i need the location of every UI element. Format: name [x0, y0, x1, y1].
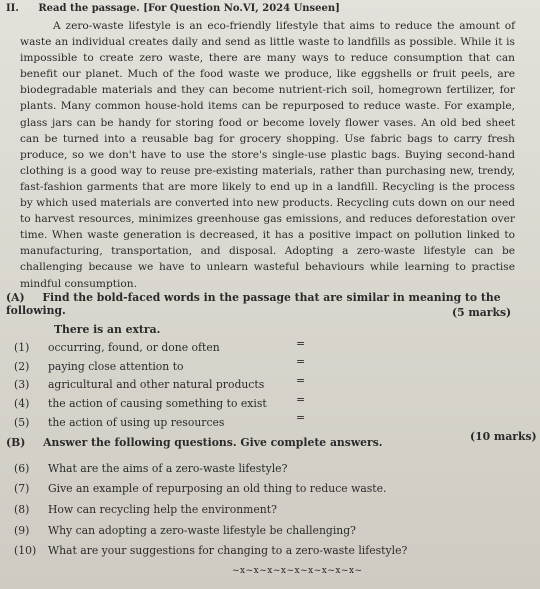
- item-number: (2): [14, 360, 30, 373]
- part-b-item: [14, 482, 386, 495]
- item-text: What are your suggestions for changing to a zero-waste lifestyle?: [48, 544, 408, 557]
- item-number: (10): [14, 544, 37, 557]
- section-header: [6, 3, 340, 14]
- part-b-item: [14, 503, 277, 516]
- part-a-label: (A): [6, 291, 25, 304]
- part-a-item: [14, 397, 267, 410]
- item-text: occurring, found, or done often: [48, 341, 220, 354]
- part-a-marks: (5 marks): [452, 306, 512, 319]
- item-number: (4): [14, 397, 30, 410]
- part-b-marks: (10 marks): [470, 430, 537, 443]
- part-a-item: [14, 360, 184, 373]
- answer-equals: =: [296, 393, 306, 406]
- end-of-section-mark: ~x~x~x~x~x~x~x~x~x~: [232, 566, 363, 576]
- part-a-note: There is an extra.: [54, 323, 161, 336]
- part-a-instruction: Find the bold-faced words in the passage that are similar in meaning to the following.: [6, 291, 501, 317]
- item-number: (3): [14, 378, 30, 391]
- item-text: the action of causing something to exist: [48, 397, 267, 410]
- item-text: What are the aims of a zero-waste lifestyle?: [48, 462, 288, 475]
- part-b-instruction: Answer the following questions. Give complete answers.: [43, 436, 383, 449]
- item-number: (1): [14, 341, 30, 354]
- part-b-item: [14, 462, 287, 475]
- item-number: (8): [14, 503, 30, 516]
- answer-equals: =: [296, 337, 306, 350]
- part-b-heading: [6, 436, 383, 449]
- part-b-item: [14, 524, 356, 537]
- item-number: (5): [14, 416, 30, 429]
- reading-passage: [20, 18, 515, 292]
- answer-equals: =: [296, 355, 306, 368]
- section-number: II.: [6, 3, 19, 14]
- item-text: Why can adopting a zero-waste lifestyle be challenging?: [48, 524, 356, 537]
- item-number: (7): [14, 482, 30, 495]
- item-text: agricultural and other natural products: [48, 378, 265, 391]
- part-a-item: [14, 378, 264, 391]
- item-text: paying close attention to: [48, 360, 184, 373]
- part-b-label: (B): [6, 436, 26, 449]
- part-a-item: [14, 341, 220, 354]
- item-text: the action of using up resources: [48, 416, 225, 429]
- item-number: (9): [14, 524, 30, 537]
- item-text: How can recycling help the environment?: [48, 503, 277, 516]
- answer-equals: =: [296, 411, 306, 424]
- passage-text: A zero-waste lifestyle is an eco-friendly lifestyle that aims to reduce the amount of waste an individual creates daily and send as little waste to landfills as possible. While it is impossible to create zero waste, there are many ways to reduce consumption that can benefit our planet. Much of the food waste we produce, like eggshells or fruit peels, are biodegradable materials and they can become nutrient-rich soil, homegrown fertilizer, for plants. Many common house-hold items can be repurposed to reduce waste. For example, glass jars can be handy for storing food or become lovely flower vases. An old bed sheet can be turned into a reusable bag for grocery shopping. Use fabric bags to carry fresh produce, so we don't have to use the store's single-use plastic bags. Buying second-hand clothing is a good way to reuse pre-existing materials, rather than purchasing new, trendy, fast-fashion garments that are more likely to end up in a landfill. Recycling is the process by which used materials are converted into new products. Recycling cuts down on our need to harvest resources, minimizes greenhouse gas emissions, and reduces deforestation over time. When waste generation is decreased, it has a positive impact on pollution linked to manufacturing, transportation, and disposal. Adopting a zero-waste lifestyle can be challenging because we have to unlearn wasteful behaviours while learning to practise mindful consumption.: [20, 20, 515, 290]
- part-b-item: [14, 544, 407, 557]
- answer-equals: =: [296, 374, 306, 387]
- item-number: (6): [14, 462, 30, 475]
- part-a-item: [14, 416, 224, 429]
- item-text: Give an example of repurposing an old thing to reduce waste.: [48, 482, 387, 495]
- section-instruction: Read the passage. [For Question No.VI, 2024 Unseen]: [38, 3, 340, 14]
